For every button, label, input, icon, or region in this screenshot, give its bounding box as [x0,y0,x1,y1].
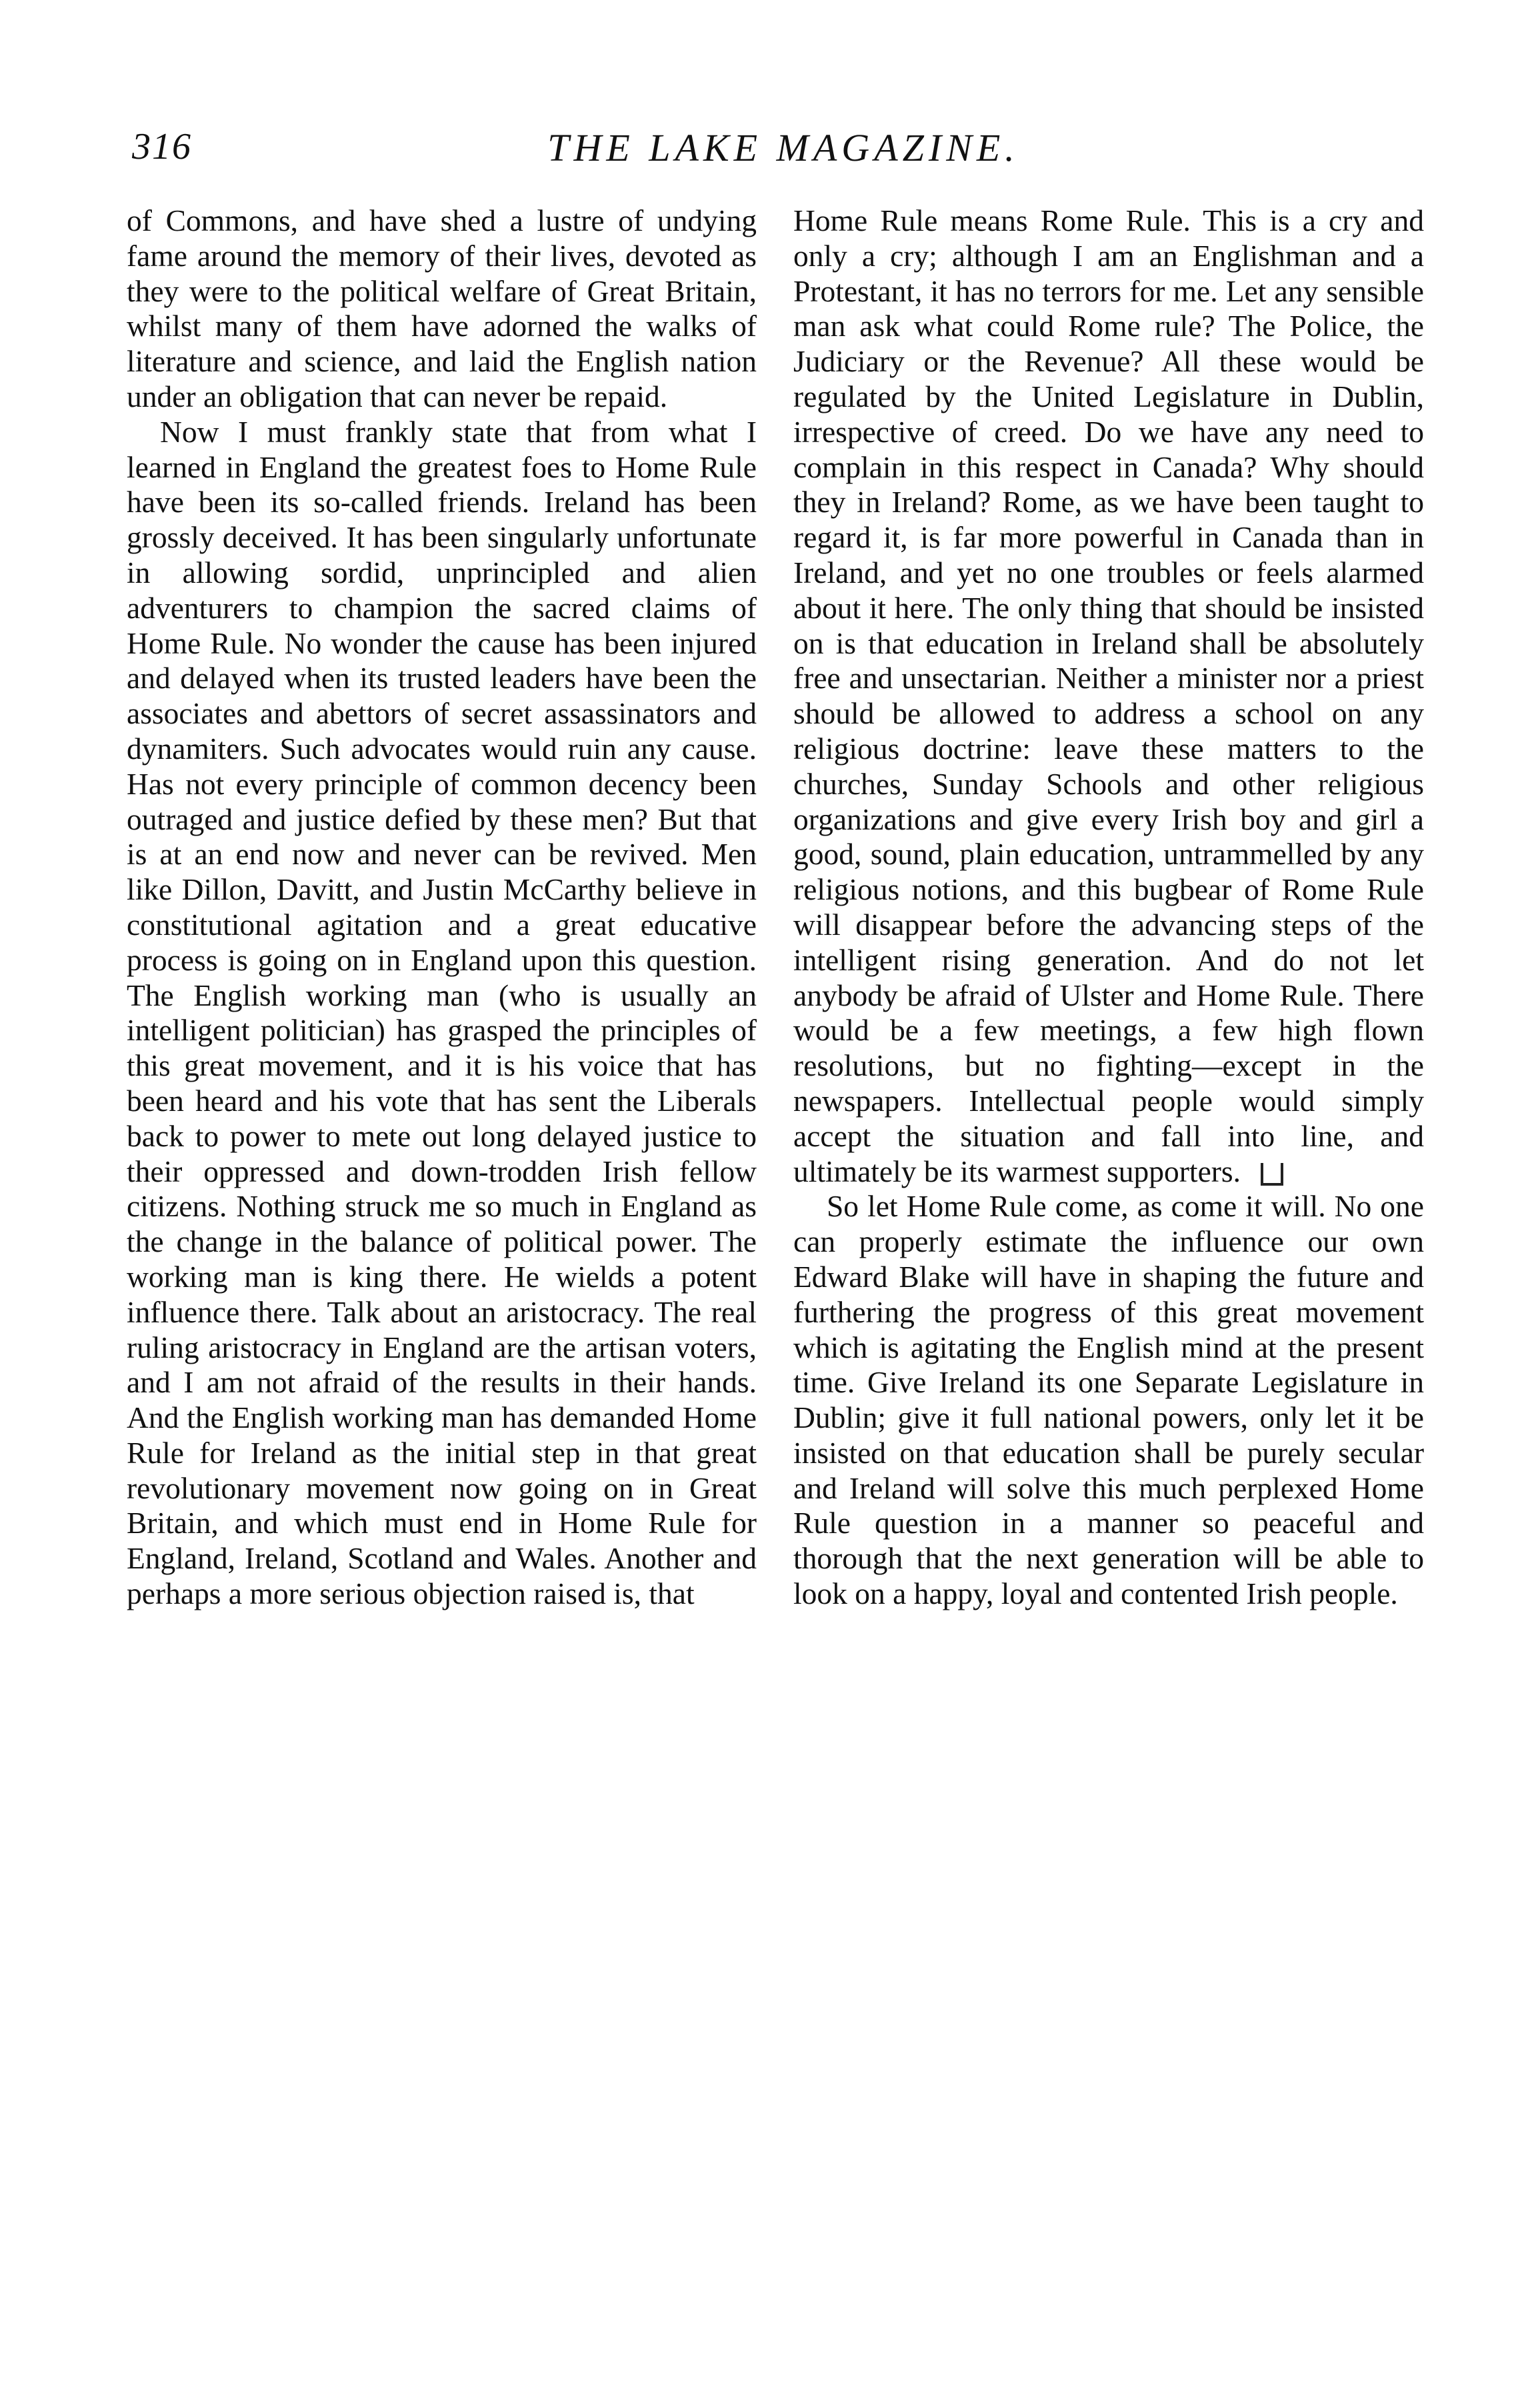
right-paragraph-2: So let Home Rule come, as come it will. No one can properly estimate the influence our own Edward Blake will have in shaping the future and furthering the progress of this great movement which is agitating the English mind at the present time. Give Ireland its one Separate Legislature in Dublin; give it full national powers, only let it be insisted on that education shall be purely secular and Ireland will solve this much perplexed Home Rule question in a manner so peaceful and thorough that the next generation will be able to look on a happy, loyal and contented Irish people. [793,1189,1424,1611]
section-end-mark [1261,1163,1283,1186]
right-column [793,203,1424,1612]
left-column [127,203,757,1612]
left-paragraph-2: Now I must frankly state that from what I learned in England the greatest foes to Home Rule have been its so-called friends. Ireland has been grossly deceived. It has been singularly unfortunate in allowing sordid, unprincipled and alien adventurers to champion the sacred claims of Home Rule. No wonder the cause has been injured and delayed when its trusted leaders have been the associates and abettors of secret assassinators and dynamiters. Such advocates would ruin any cause. Has not every principle of common decency been outraged and justice defied by these men? But that is at an end now and never can be revived. Men like Dillon, Davitt, and Justin McCarthy believe in constitutional agitation and a great educative process is going on in England upon this question. The English working man (who is usually an intelligent politician) has grasped the principles of this great movement, and it is his voice that has been heard and his vote that has sent the Liberals back to power to mete out long delayed justice to their oppressed and down-trodden Irish fellow citizens. Nothing struck me so much in England as the change in the balance of political power. The working man is king there. He wields a potent influence there. Talk about an aristocracy. The real ruling aristocracy in England are the artisan voters, and I am not afraid of the results in their hands. And the English working man has demanded Home Rule for Ireland as the initial step in that great revolutionary movement now going on in Great Britain, and which must end in Home Rule for England, Ireland, Scotland and Wales. Another and perhaps a more serious objection raised is, that [127,414,757,1611]
running-head: THE LAKE MAGAZINE. [547,126,1019,169]
right-paragraph-1-text: Home Rule means Rome Rule. This is a cry and only a cry; although I am an Englishman and a Protestant, it has no terrors for me. Let any sensible man ask what could Rome rule? The Police, the Judiciary or the Revenue? All these would be regulated by the United Legislature in Dublin, irrespective of creed. Do we have any need to complain in this respect in Canada? Why should they in Ireland? Rome, as we have been taught to regard it, is far more powerful in Canada than in Ireland, and yet no one troubles or feels alarmed about it here. The only thing that should be insisted on is that education in Ireland shall be absolutely free and unsectarian. Neither a minister nor a priest should be allowed to address a school on any religious doctrine: leave these matters to the churches, Sunday Schools and other religious organizations and give every Irish boy and girl a good, sound, plain education, untrammelled by any religious notions, and this bugbear of Rome Rule will disappear before the advancing steps of the intelligent rising generation. And do not let anybody be afraid of Ulster and Home Rule. There would be a few meetings, a few high flown resolutions, but no fighting—except in the newspapers. Intellectual people would simply accept the situation and fall into line, and ultimately be its warmest supporters. [793,203,1424,1188]
left-paragraph-1: of Commons, and have shed a lustre of undying fame around the memory of their lives, devoted as they were to the political welfare of Great Britain, whilst many of them have adorned the walks of literature and science, and laid the English nation under an obligation that can never be repaid. [127,203,757,413]
right-paragraph-1 [793,203,1424,1189]
page-header [127,125,1440,179]
page-number: 316 [132,126,192,167]
